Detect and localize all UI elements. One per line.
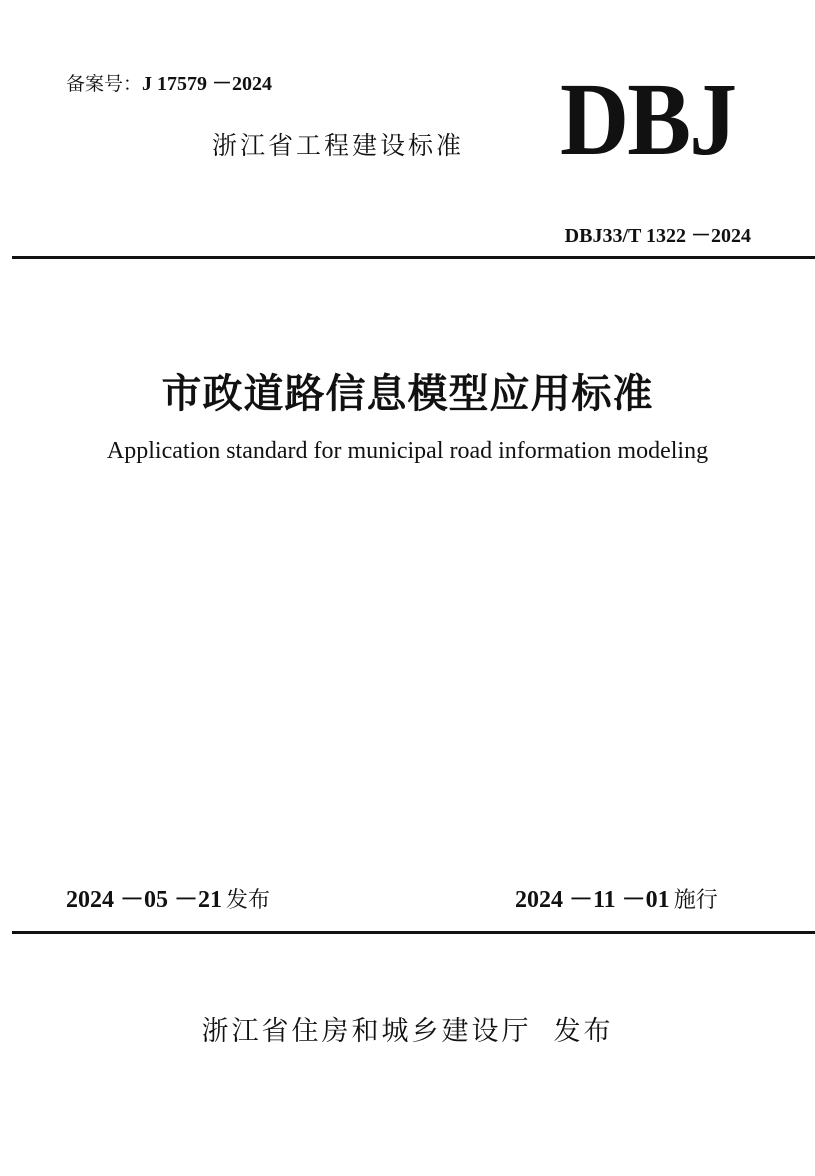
dbj-logo: DBJ xyxy=(560,62,736,177)
issue-date-block xyxy=(66,884,270,917)
implementation-date: 2024 －11 －01 xyxy=(515,887,670,913)
document-title-english: Application standard for municipal road information modeling xyxy=(106,438,709,464)
top-divider xyxy=(12,256,815,259)
publisher-action: 发布 xyxy=(553,1016,614,1047)
bottom-divider xyxy=(12,931,815,934)
publisher-line xyxy=(0,1014,815,1050)
implementation-label: 施行 xyxy=(673,888,718,913)
standard-code: DBJ33/T 1322 －2024 xyxy=(564,225,751,247)
issue-label: 发布 xyxy=(226,888,271,913)
record-number-label: 备案号： xyxy=(66,73,143,95)
standard-type: 浙江省工程建设标准 xyxy=(212,131,465,160)
implementation-date-block xyxy=(515,884,718,917)
document-title-chinese: 市政道路信息模型应用标准 xyxy=(161,370,654,417)
publisher-name: 浙江省住房和城乡建设厅 xyxy=(201,1016,532,1047)
record-number-value: J 17579 －2024 xyxy=(142,73,273,95)
issue-date: 2024 －05 －21 xyxy=(66,887,222,913)
record-number xyxy=(66,72,272,96)
